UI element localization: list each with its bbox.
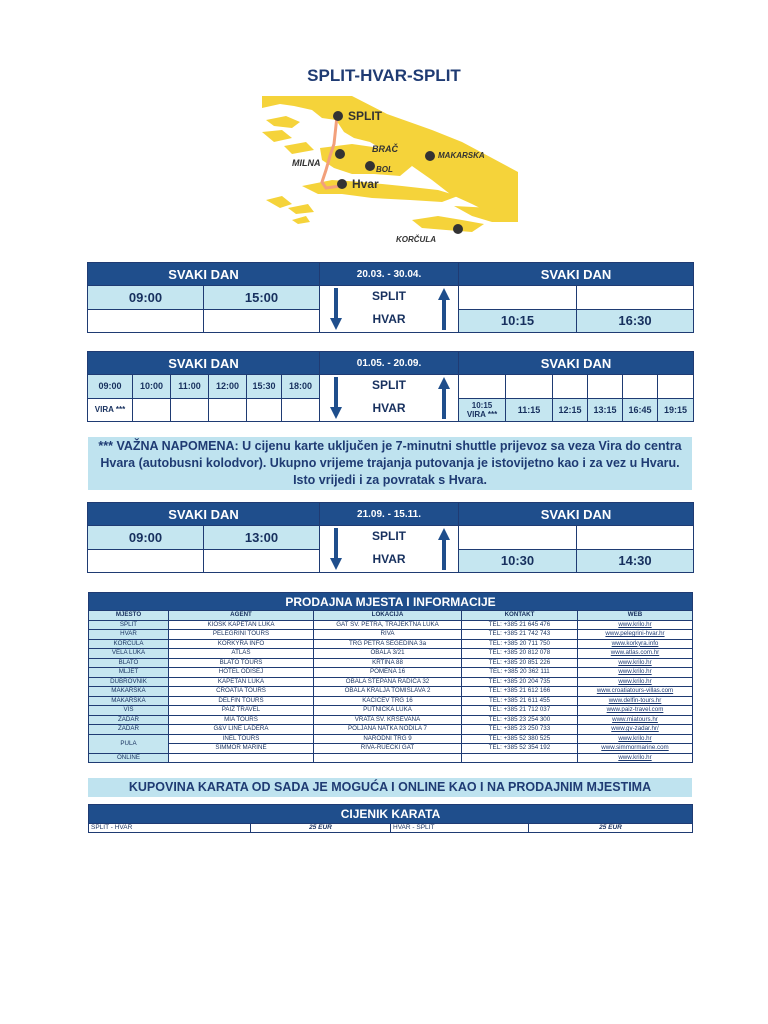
agent-web-link[interactable]: www.krilo.hr (578, 734, 693, 744)
column-header: AGENT (169, 611, 314, 621)
column-header: KONTAKT (462, 611, 578, 621)
table-row (89, 620, 693, 630)
island-shape (284, 142, 314, 154)
important-note: *** VAŽNA NAPOMENA: U cijenu karte uključen je 7-minutni shuttle prijevoz sa veza Vira do centra Hvara (autobusni kolodvor). Ukupno vrijeme trajanja putovanja je istovijetno kao i za vez u Hvaru. Isto vrijedi i za povratak s Hvara. (88, 437, 692, 490)
agent-name: PELEGRINI TOURS (169, 630, 314, 640)
agent-web-link[interactable]: www.krilo.hr (578, 658, 693, 668)
agent-name: MIA TOURS (169, 715, 314, 725)
agent-web-link[interactable]: www.krilo.hr (578, 620, 693, 630)
hvar-departures-header: SVAKI DAN (459, 263, 694, 286)
agent-location: TRG PETRA ŠEGEDINA 3a (314, 639, 462, 649)
split-departure-time: 11:00 (171, 375, 209, 399)
empty-cell (459, 375, 506, 399)
hvar-departure-time: 11:15 (506, 398, 553, 422)
arrow-up-icon (438, 528, 450, 570)
vira-departure-time: 10:15 (471, 400, 493, 410)
split-departures-header: SVAKI DAN (88, 263, 320, 286)
vira-departure-cell (459, 398, 506, 422)
hvar-departure-time: 14:30 (577, 549, 694, 573)
agent-place: VIS (89, 706, 169, 716)
bol-marker (365, 161, 375, 171)
route-price: 25 EUR (529, 824, 693, 833)
agent-place: ZADAR (89, 725, 169, 735)
agent-name: KAPETAN LUKA (169, 677, 314, 687)
island-shape (288, 204, 314, 214)
agent-name: CROATIA TOURS (169, 687, 314, 697)
agent-location: OBALA STEPANA RADIĆA 32 (314, 677, 462, 687)
agent-name: INEL TOURS (169, 734, 314, 744)
split-departure-time: 15:30 (247, 375, 282, 399)
empty-cell (314, 753, 462, 763)
empty-cell (209, 398, 247, 422)
agent-place: SPLIT (89, 620, 169, 630)
agent-location: KRTINA 88 (314, 658, 462, 668)
agent-web-link[interactable]: www.korkyra.info (578, 639, 693, 649)
agent-place: ZADAR (89, 715, 169, 725)
agent-place: HVAR (89, 630, 169, 640)
destination-label: HVAR (372, 312, 406, 326)
agent-location: POLJANA NATKA NODILA 7 (314, 725, 462, 735)
agent-place: ONLINE (89, 753, 169, 763)
destination-label: HVAR (372, 552, 406, 566)
hvar-marker (337, 179, 347, 189)
origin-label: SPLIT (372, 378, 407, 392)
empty-cell (623, 375, 658, 399)
hvar-departures-header: SVAKI DAN (459, 503, 694, 526)
makarska-marker (425, 151, 435, 161)
vira-label: VIRA *** (88, 398, 133, 422)
empty-cell (459, 286, 577, 310)
table-row (89, 668, 693, 678)
split-departure-time: 10:00 (133, 375, 171, 399)
agent-web-link[interactable]: www.pelegrini-hvar.hr (578, 630, 693, 640)
agent-contact: TEL: +385 21 612 166 (462, 687, 578, 697)
route-label: HVAR - SPLIT (391, 824, 529, 833)
empty-cell (588, 375, 623, 399)
sales-points-title: PRODAJNA MJESTA I INFORMACIJE (89, 593, 693, 611)
agent-location: OBALA 3/21 (314, 649, 462, 659)
split-departure-time: 15:00 (204, 286, 320, 310)
agent-contact: TEL: +385 20 711 750 (462, 639, 578, 649)
empty-cell (133, 398, 171, 422)
split-departure-time: 13:00 (204, 526, 320, 550)
agent-contact: TEL: +385 20 851 226 (462, 658, 578, 668)
agent-place: MAKARSKA (89, 696, 169, 706)
sales-points-table (88, 592, 693, 763)
table-row (89, 687, 693, 697)
agent-location: NARODNI TRG 9 (314, 734, 462, 744)
split-departure-time: 09:00 (88, 375, 133, 399)
page-title: SPLIT-HVAR-SPLIT (307, 66, 461, 85)
agent-place: KORČULA (89, 639, 169, 649)
agent-location: RIVA (314, 630, 462, 640)
route-map (262, 96, 518, 246)
hvar-departure-time: 16:45 (623, 398, 658, 422)
origin-label: SPLIT (372, 529, 407, 543)
empty-cell (88, 549, 204, 573)
empty-cell (658, 375, 694, 399)
empty-cell (204, 309, 320, 333)
hvar-departure-time: 10:15 (459, 309, 577, 333)
empty-cell (247, 398, 282, 422)
agent-location: PUTNIČKA LUKA (314, 706, 462, 716)
empty-cell (577, 526, 694, 550)
agent-name: BLATO TOURS (169, 658, 314, 668)
table-row (89, 715, 693, 725)
agent-place: BLATO (89, 658, 169, 668)
agent-place: PULA (89, 734, 169, 753)
hvar-departure-time: 19:15 (658, 398, 694, 422)
table-row (89, 725, 693, 735)
island-shape (292, 216, 310, 224)
map-label-hvar: Hvar (352, 177, 379, 191)
agent-name: KIOSK KAPETAN LUKA (169, 620, 314, 630)
agent-contact: TEL: +385 20 812 078 (462, 649, 578, 659)
empty-cell (171, 398, 209, 422)
agent-web-link[interactable]: www.croatiatours-villas.com (578, 687, 693, 697)
table-row (89, 677, 693, 687)
route-label: SPLIT - HVAR (89, 824, 251, 833)
arrow-up-icon (438, 377, 450, 419)
agent-web-link[interactable]: www.simmormarine.com (578, 744, 693, 754)
arrow-up-icon (438, 288, 450, 330)
direction-cell (320, 375, 459, 422)
korcula-marker (453, 224, 463, 234)
hvar-departures-header: SVAKI DAN (459, 352, 694, 375)
agent-place: DUBROVNIK (89, 677, 169, 687)
agent-location: KAČIĆEV TRG 16 (314, 696, 462, 706)
map-graphic (262, 96, 518, 246)
agent-location: OBALA KRALJA TOMISLAVA 2 (314, 687, 462, 697)
direction-cell (320, 286, 459, 333)
split-departures-header: SVAKI DAN (88, 352, 320, 375)
schedule-table-autumn (87, 502, 694, 573)
island-shape (266, 196, 292, 208)
destination-label: HVAR (372, 401, 406, 415)
empty-cell (169, 753, 314, 763)
online-purchase-banner: KUPOVINA KARATA OD SADA JE MOGUĆA I ONLINE KAO I NA PRODAJNIM MJESTIMA (88, 778, 692, 797)
price-list-title: CIJENIK KARATA (89, 805, 693, 824)
schedule-table-summer (87, 351, 694, 422)
agent-location: RIVA-RUEČKI GAT (314, 744, 462, 754)
agent-contact: TEL: +385 21 611 455 (462, 696, 578, 706)
empty-cell (577, 286, 694, 310)
agent-name: G&V LINE LADERA (169, 725, 314, 735)
empty-cell (553, 375, 588, 399)
split-departures-header: SVAKI DAN (88, 503, 320, 526)
map-label-brac: BRAČ (372, 144, 398, 154)
hvar-island (302, 180, 458, 202)
split-departure-time: 18:00 (282, 375, 320, 399)
hvar-departure-time: 13:15 (588, 398, 623, 422)
agent-contact: TEL: +385 52 380 525 (462, 734, 578, 744)
map-label-split: SPLIT (348, 109, 383, 123)
hvar-departure-time: 10:30 (459, 549, 577, 573)
agent-contact: TEL: +385 52 354 192 (462, 744, 578, 754)
column-header: LOKACIJA (314, 611, 462, 621)
agent-contact: TEL: +385 21 712 037 (462, 706, 578, 716)
agent-web-link[interactable]: www.krilo.hr (578, 753, 693, 763)
route-price: 25 EUR (251, 824, 391, 833)
agent-web-link[interactable]: www.gv-zadar.hr/ (578, 725, 693, 735)
schedule-table-spring (87, 262, 694, 333)
empty-cell (506, 375, 553, 399)
split-departure-time: 09:00 (88, 286, 204, 310)
agent-name: SIMMOR MARINE (169, 744, 314, 754)
table-row (89, 696, 693, 706)
agent-web-link[interactable]: www.delfin-tours.hr (578, 696, 693, 706)
agent-location: GAT SV. PETRA, TRAJEKTNA LUKA (314, 620, 462, 630)
season-dates: 01.05. - 20.09. (320, 352, 459, 375)
vira-departure-label: VIRA *** (466, 409, 498, 419)
origin-label: SPLIT (372, 289, 407, 303)
split-departure-time: 12:00 (209, 375, 247, 399)
season-dates: 21.09. - 15.11. (320, 503, 459, 526)
agent-place: MLJET (89, 668, 169, 678)
agent-location: POMENA 16 (314, 668, 462, 678)
agent-web-link[interactable]: www.krilo.hr (578, 668, 693, 678)
empty-cell (462, 753, 578, 763)
map-label-korcula: KORČULA (396, 235, 436, 244)
agent-location: VRATA SV. KRŠEVANA (314, 715, 462, 725)
agent-contact: TEL: +385 20 204 735 (462, 677, 578, 687)
table-row (89, 639, 693, 649)
agent-name: PAIZ TRAVEL (169, 706, 314, 716)
table-row (89, 649, 693, 659)
split-marker (333, 111, 343, 121)
agent-web-link[interactable]: www.miatours.hr (578, 715, 693, 725)
agent-name: ATLAS (169, 649, 314, 659)
direction-cell (320, 526, 459, 573)
empty-cell (459, 526, 577, 550)
agent-web-link[interactable]: www.krilo.hr (578, 677, 693, 687)
island-shape (266, 116, 300, 128)
hvar-departure-time: 16:30 (577, 309, 694, 333)
agent-name: DELFIN TOURS (169, 696, 314, 706)
empty-cell (204, 549, 320, 573)
agent-place: VELA LUKA (89, 649, 169, 659)
map-label-bol: BOL (376, 165, 393, 174)
column-header: WEB (578, 611, 693, 621)
table-row (89, 706, 693, 716)
agent-web-link[interactable]: www.paiz-travel.com (578, 706, 693, 716)
map-label-makarska: MAKARSKA (438, 151, 485, 160)
agent-contact: TEL: +385 23 254 300 (462, 715, 578, 725)
price-list-table (88, 804, 693, 833)
map-label-milna: MILNA (292, 158, 321, 168)
table-row (89, 630, 693, 640)
milna-marker (335, 149, 345, 159)
agent-contact: TEL: +385 23 250 733 (462, 725, 578, 735)
agent-web-link[interactable]: www.atlas.com.hr (578, 649, 693, 659)
agent-name: KORKYRA INFO (169, 639, 314, 649)
table-row (89, 658, 693, 668)
agent-place: MAKARSKA (89, 687, 169, 697)
agent-contact: TEL: +385 21 742 743 (462, 630, 578, 640)
split-departure-time: 09:00 (88, 526, 204, 550)
island-shape (262, 130, 292, 142)
korcula-island (412, 216, 484, 232)
agent-name: HOTEL ODISEJ (169, 668, 314, 678)
season-dates: 20.03. - 30.04. (320, 263, 459, 286)
agent-contact: TEL: +385 20 362 111 (462, 668, 578, 678)
agent-contact: TEL: +385 21 645 476 (462, 620, 578, 630)
hvar-departure-time: 12:15 (553, 398, 588, 422)
empty-cell (88, 309, 204, 333)
empty-cell (282, 398, 320, 422)
column-header: MJESTO (89, 611, 169, 621)
